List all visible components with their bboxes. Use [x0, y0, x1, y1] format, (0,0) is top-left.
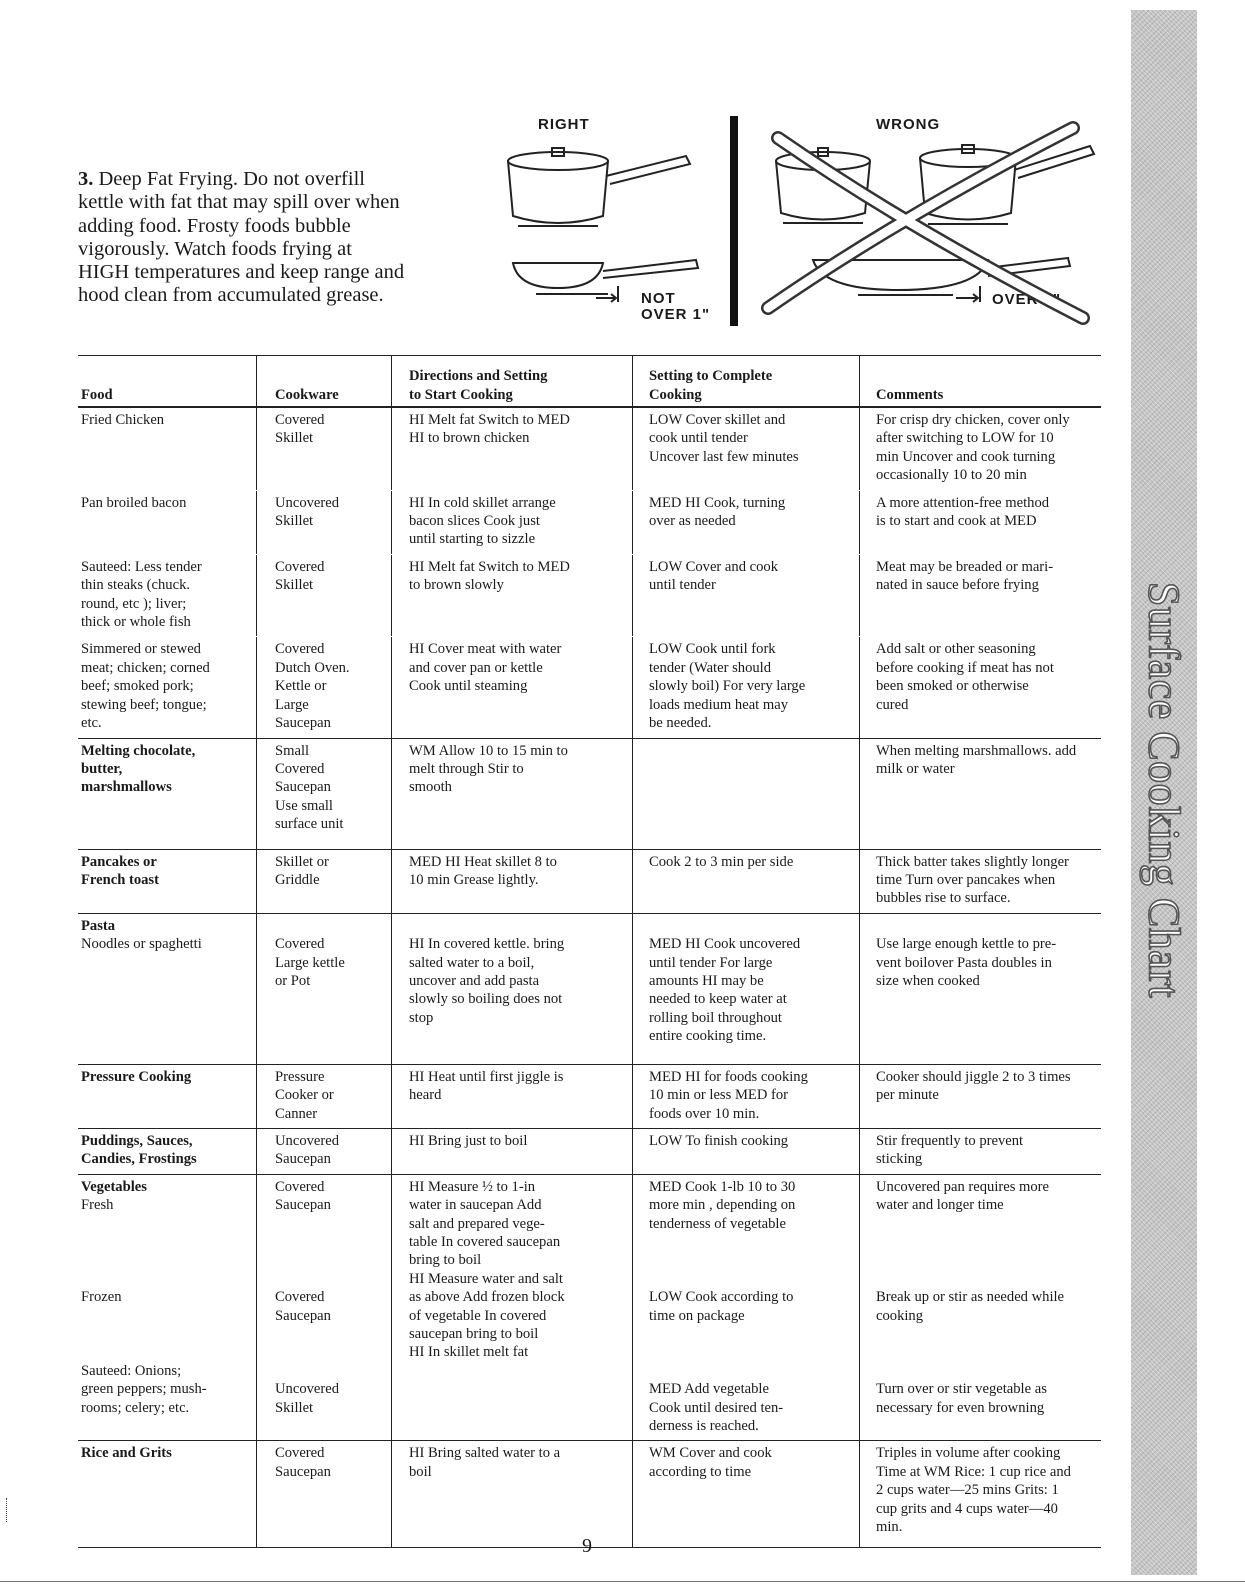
header-food: Food	[78, 356, 257, 406]
header-comments: Comments	[876, 386, 944, 403]
table-row	[78, 1064, 1101, 1128]
food-name: Vegetables	[81, 1178, 147, 1195]
food-subtype: Noodles or spaghetti	[81, 936, 202, 953]
diagram-drawing	[478, 108, 1118, 338]
food-cell	[78, 555, 257, 637]
complete-setting-cell: LOW Cover skillet and cook until tender Uncover last few minutes	[633, 408, 860, 490]
wrong-label: WRONG	[876, 116, 941, 133]
complete-setting-cell: LOW Cover and cook until tender	[633, 555, 860, 637]
deep-fat-frying-note	[78, 168, 408, 308]
table-row	[78, 738, 1101, 849]
cookware-cell: Pressure Cooker or Canner	[257, 1065, 392, 1128]
right-pans-illustration	[508, 148, 698, 302]
table-body	[78, 407, 1101, 1548]
comments-cell: For crisp dry chicken, cover only after switching to LOW for 10 min Uncover and cook turning occasionally 10 to 20 min	[876, 412, 1070, 484]
food-name: Simmered or stewed meat; chicken; corned beef; smoked pork; stewing beef; tongue; etc.	[81, 641, 210, 732]
food-name: Sauteed: Less tender thin steaks (chuck. round, etc ); liver; thick or whole fish	[81, 558, 202, 631]
comments-cell: Thick batter takes slightly longer time Turn over pancakes when bubbles rise to surface.	[876, 853, 1069, 907]
diagram-divider	[730, 116, 738, 326]
sidebar-title: Surface Cooking Chart	[1139, 581, 1189, 999]
comments-cell: Triples in volume after cooking Time at WM Rice: 1 cup rice and 2 cups water—25 mins Grits: 1 cup grits and 4 cups water—40 min.	[876, 1445, 1071, 1536]
cookware-cell: Uncovered Saucepan	[257, 1129, 392, 1174]
cookware-cell: Covered Dutch Oven. Kettle or Large Saucepan	[257, 637, 392, 737]
complete-setting-cell: LOW To finish cooking	[633, 1129, 860, 1174]
right-label: RIGHT	[538, 116, 590, 133]
table-row	[78, 913, 1101, 1064]
start-setting-cell: HI Bring salted water to a boil	[392, 1441, 633, 1547]
food-cell	[78, 914, 257, 1064]
start-setting-cell: HI Heat until first jiggle is heard	[392, 1065, 633, 1128]
cookware-cell: Covered Skillet	[257, 555, 392, 637]
header-complete-setting: Setting to Complete Cooking	[633, 356, 860, 406]
comments-cell: Add salt or other seasoning before cooking if meat has not been smoked or otherwise cured	[876, 641, 1054, 713]
food-name: Rice and Grits	[81, 1445, 172, 1462]
surface-cooking-chart	[78, 355, 1101, 1548]
complete-setting-cell: WM Cover and cook according to time	[633, 1441, 860, 1547]
food-cell	[78, 1175, 257, 1441]
comments-cell: Meat may be breaded or mari- nated in sauce before frying	[876, 558, 1054, 594]
food-name: Melting chocolate, butter, marshmallows	[81, 742, 196, 796]
cookware-cell: Covered Saucepan Covered Saucepan Uncovered Skillet	[257, 1175, 392, 1441]
complete-setting-cell: MED Cook 1-lb 10 to 30 more min , depending on tenderness of vegetable LOW Cook according to time on package MED Add vegetable Cook until desired ten- derness is reached.	[633, 1175, 860, 1441]
note-text: Deep Fat Frying. Do not overfill kettle with fat that may spill over when adding food. Frosty foods bubble vigorously. Watch foods frying at HIGH temperatures and keep range and hood clean from accumulated grease.	[78, 168, 405, 307]
table-header-row	[78, 355, 1101, 407]
food-name: Puddings, Sauces, Candies, Frostings	[81, 1132, 197, 1168]
cookware-cell: Covered Saucepan	[257, 1441, 392, 1547]
complete-setting-cell: MED HI Cook uncovered until tender For large amounts HI may be needed to keep water at rolling boil throughout entire cooking time.	[633, 914, 860, 1064]
food-cell	[78, 739, 257, 849]
table-row	[78, 490, 1101, 554]
table-row	[78, 407, 1101, 490]
start-setting-cell: HI Bring just to boil	[392, 1129, 633, 1174]
food-subtype: Fresh Frozen Sauteed: Onions; green peppers; mush- rooms; celery; etc.	[81, 1197, 207, 1416]
food-name: Fried Chicken	[81, 412, 165, 428]
cookware-cell: Uncovered Skillet	[257, 491, 392, 554]
food-cell	[78, 1441, 257, 1547]
food-cell	[78, 637, 257, 737]
header-cookware: Cookware	[257, 356, 392, 406]
cookware-cell: Skillet or Griddle	[257, 850, 392, 913]
cookware-cell: Small Covered Saucepan Use small surface unit	[257, 739, 392, 849]
complete-setting-cell: MED HI for foods cooking 10 min or less MED for foods over 10 min.	[633, 1065, 860, 1128]
food-name: Pressure Cooking	[81, 1068, 192, 1085]
food-cell	[78, 491, 257, 554]
page-edge	[0, 1581, 1245, 1582]
cookware-cell: Covered Skillet	[257, 408, 392, 490]
complete-setting-cell: MED HI Cook, turning over as needed	[633, 491, 860, 554]
start-setting-cell: HI Cover meat with water and cover pan or kettle Cook until steaming	[392, 637, 633, 737]
start-setting-cell: HI In cold skillet arrange bacon slices Cook just until starting to sizzle	[392, 491, 633, 554]
start-setting-cell: HI Melt fat Switch to MED HI to brown chicken	[392, 408, 633, 490]
note-number: 3.	[78, 168, 94, 190]
table-row	[78, 1440, 1101, 1548]
not-over-label: NOT OVER 1"	[641, 290, 711, 323]
complete-setting-cell	[633, 739, 860, 849]
crop-marks	[6, 1498, 11, 1522]
table-row	[78, 849, 1101, 913]
comments-cell: Use large enough kettle to pre- vent boilover Pasta doubles in size when cooked	[876, 936, 1057, 989]
table-row	[78, 1128, 1101, 1174]
header-start-setting: Directions and Setting to Start Cooking	[392, 356, 633, 406]
table-row	[78, 636, 1101, 737]
table-row	[78, 1174, 1101, 1441]
start-setting-cell: HI Melt fat Switch to MED to brown slowly	[392, 555, 633, 637]
comments-cell: A more attention-free method is to start and cook at MED	[876, 494, 1050, 530]
food-cell	[78, 408, 257, 490]
over-label: OVER 1"	[992, 291, 1062, 308]
food-cell	[78, 850, 257, 913]
pan-size-diagram	[478, 108, 1118, 338]
comments-cell: When melting marshmallows. add milk or water	[876, 742, 1077, 777]
start-setting-cell: HI Measure ½ to 1-in water in saucepan Add salt and prepared vege- table In covered saucepan bring to boil HI Measure water and salt as above Add frozen block of vegetable In covered saucepan bring to boil HI In skillet melt fat	[392, 1175, 633, 1441]
food-name: Pasta	[81, 917, 116, 934]
table-row	[78, 554, 1101, 637]
complete-setting-cell: LOW Cook until fork tender (Water should slowly boil) For very large loads medium heat may be needed.	[633, 637, 860, 737]
comments-cell: Cooker should jiggle 2 to 3 times per minute	[876, 1068, 1071, 1104]
comments-cell: Stir frequently to prevent sticking	[876, 1132, 1024, 1168]
complete-setting-cell: Cook 2 to 3 min per side	[633, 850, 860, 913]
food-cell	[78, 1065, 257, 1128]
cookware-cell: Covered Large kettle or Pot	[257, 914, 392, 1064]
food-cell	[78, 1129, 257, 1174]
start-setting-cell: WM Allow 10 to 15 min to melt through Stir to smooth	[392, 739, 633, 849]
comments-cell: Uncovered pan requires more water and longer time Break up or stir as needed while cooking Turn over or stir vegetable as necessary for even browning	[876, 1178, 1065, 1416]
food-name: Pancakes or French toast	[81, 853, 159, 888]
start-setting-cell: MED HI Heat skillet 8 to 10 min Grease lightly.	[392, 850, 633, 913]
food-name: Pan broiled bacon	[81, 494, 187, 511]
page-number: 9	[582, 1535, 592, 1557]
start-setting-cell: HI In covered kettle. bring salted water to a boil, uncover and add pasta slowly so boiling does not stop	[392, 914, 633, 1064]
